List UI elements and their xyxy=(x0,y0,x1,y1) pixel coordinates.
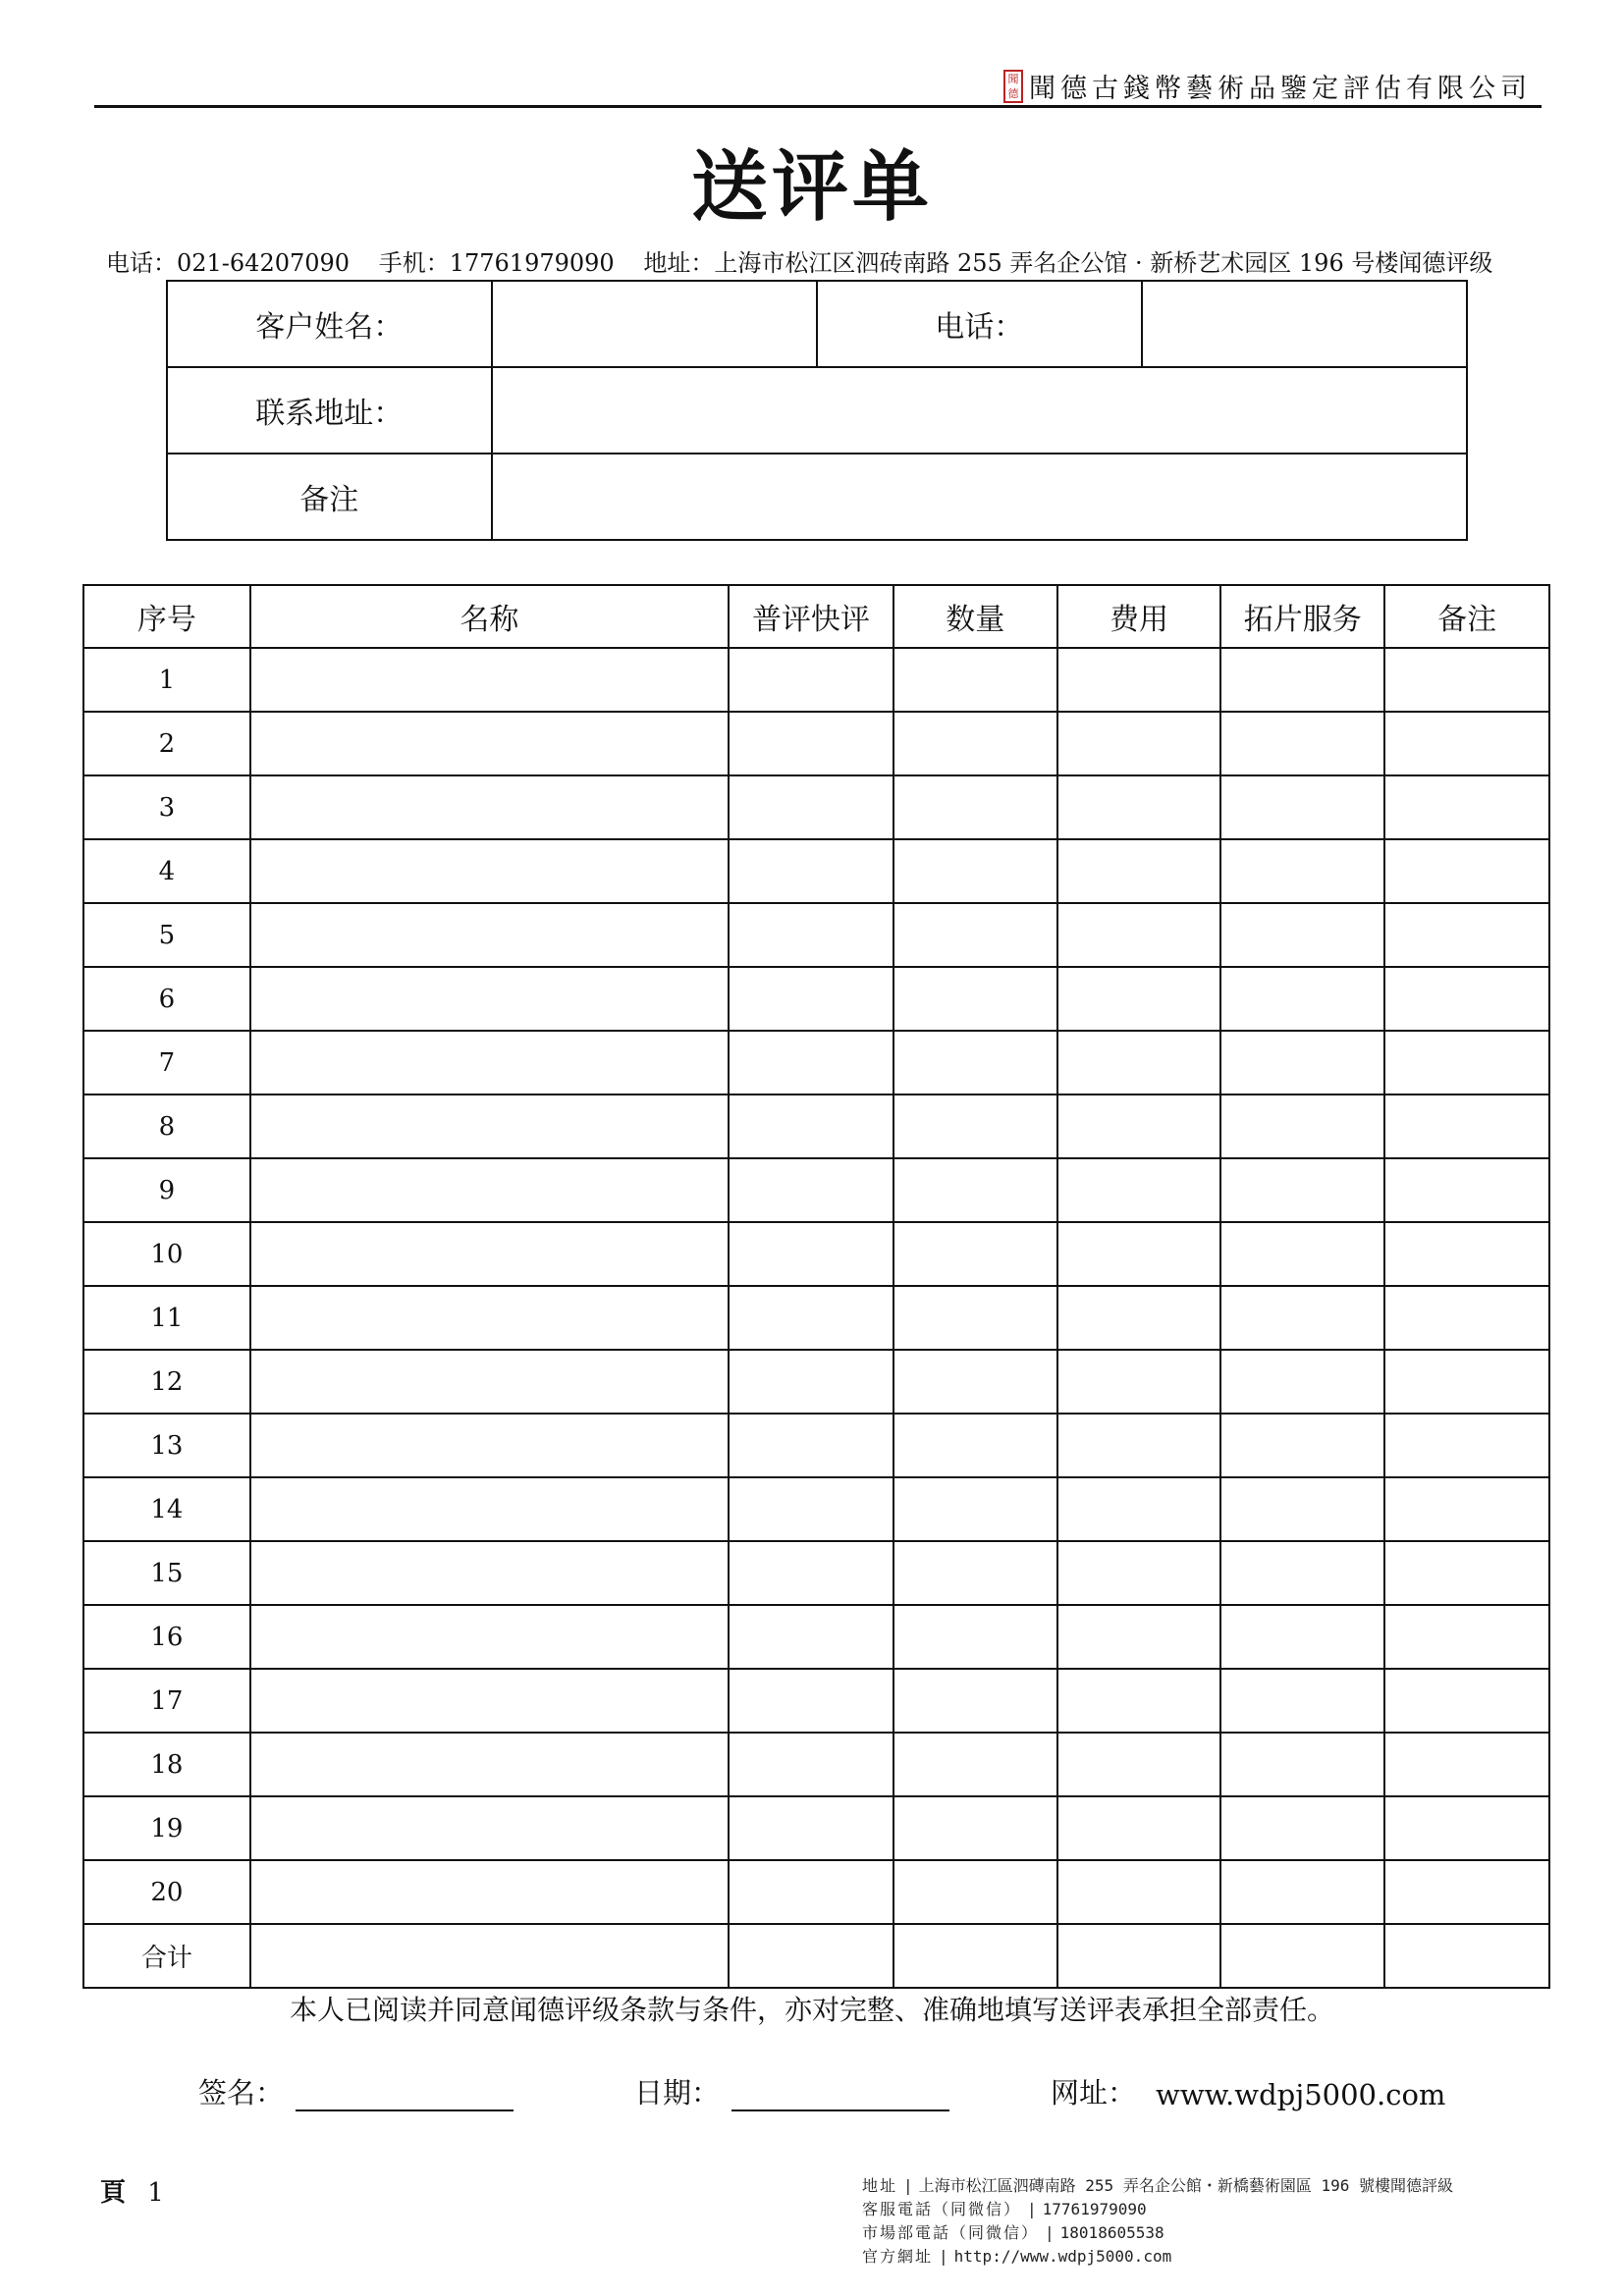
item-quantity-cell[interactable] xyxy=(893,1222,1057,1286)
item-name-cell[interactable] xyxy=(250,1796,729,1860)
signature-field[interactable] xyxy=(296,2080,514,2111)
item-fee-cell[interactable] xyxy=(1057,1733,1221,1796)
company-seal-icon: 聞 德 xyxy=(1003,70,1023,103)
website-label: 网址： xyxy=(1051,2076,1137,2109)
total-cell[interactable] xyxy=(1220,1924,1384,1988)
item-fee-cell[interactable] xyxy=(1057,1286,1221,1350)
item-quantity-cell[interactable] xyxy=(893,1733,1057,1796)
item-name-cell[interactable] xyxy=(250,1477,729,1541)
item-remarks-cell[interactable] xyxy=(1384,1669,1549,1733)
item-rubbing-cell[interactable] xyxy=(1220,1669,1384,1733)
item-name-cell[interactable] xyxy=(250,1222,729,1286)
item-remarks-cell[interactable] xyxy=(1384,775,1549,839)
item-rubbing-cell[interactable] xyxy=(1220,1605,1384,1669)
item-fee-cell[interactable] xyxy=(1057,839,1221,903)
item-grading-type-cell[interactable] xyxy=(729,775,893,839)
item-grading-type-cell[interactable] xyxy=(729,648,893,712)
total-cell[interactable] xyxy=(250,1924,729,1988)
item-quantity-cell[interactable] xyxy=(893,1541,1057,1605)
item-index: 12 xyxy=(83,1350,250,1414)
item-remarks-cell[interactable] xyxy=(1384,1733,1549,1796)
signature-label: 签名： xyxy=(198,2076,285,2109)
item-grading-type-cell[interactable] xyxy=(729,1477,893,1541)
item-row xyxy=(83,648,1549,712)
customer-phone-field[interactable] xyxy=(1142,281,1467,367)
page-number-value: 1 xyxy=(147,2178,164,2208)
item-remarks-cell[interactable] xyxy=(1384,712,1549,775)
item-fee-cell[interactable] xyxy=(1057,648,1221,712)
item-grading-type-cell[interactable] xyxy=(729,903,893,967)
item-name-cell[interactable] xyxy=(250,775,729,839)
item-grading-type-cell[interactable] xyxy=(729,1350,893,1414)
item-index: 10 xyxy=(83,1222,250,1286)
customer-note-label: 备注 xyxy=(167,454,492,540)
item-remarks-cell[interactable] xyxy=(1384,1414,1549,1477)
item-rubbing-cell[interactable] xyxy=(1220,967,1384,1031)
date-group xyxy=(634,2071,949,2111)
total-cell[interactable] xyxy=(1384,1924,1549,1988)
item-remarks-cell[interactable] xyxy=(1384,1350,1549,1414)
contact-phone: 电话：021-64207090 xyxy=(106,249,351,277)
company-name: 聞德古錢幣藝術品鑒定評估有限公司 xyxy=(1029,74,1532,104)
item-row xyxy=(83,1158,1549,1222)
date-field[interactable] xyxy=(731,2080,949,2111)
item-rubbing-cell[interactable] xyxy=(1220,1860,1384,1924)
item-row xyxy=(83,1669,1549,1733)
item-quantity-cell[interactable] xyxy=(893,648,1057,712)
item-rubbing-cell[interactable] xyxy=(1220,1158,1384,1222)
item-fee-cell[interactable] xyxy=(1057,1860,1221,1924)
item-index: 3 xyxy=(83,775,250,839)
item-rubbing-cell[interactable] xyxy=(1220,1541,1384,1605)
footer-website: 官方網址 | http://www.wdpj5000.com xyxy=(862,2247,1172,2266)
item-fee-cell[interactable] xyxy=(1057,712,1221,775)
item-name-cell[interactable] xyxy=(250,903,729,967)
item-name-cell[interactable] xyxy=(250,712,729,775)
item-index: 5 xyxy=(83,903,250,967)
item-fee-cell[interactable] xyxy=(1057,1350,1221,1414)
item-row xyxy=(83,1286,1549,1350)
item-rubbing-cell[interactable] xyxy=(1220,1350,1384,1414)
item-quantity-cell[interactable] xyxy=(893,1477,1057,1541)
date-label: 日期： xyxy=(634,2076,721,2109)
page-title: 送评单 xyxy=(690,142,933,232)
item-grading-type-cell[interactable] xyxy=(729,1286,893,1350)
item-index: 13 xyxy=(83,1414,250,1477)
item-name-cell[interactable] xyxy=(250,1733,729,1796)
item-fee-cell[interactable] xyxy=(1057,1095,1221,1158)
contact-mobile: 手机：17761979090 xyxy=(378,249,615,277)
item-fee-cell[interactable] xyxy=(1057,1414,1221,1477)
item-remarks-cell[interactable] xyxy=(1384,1477,1549,1541)
item-row xyxy=(83,1733,1549,1796)
item-grading-type-cell[interactable] xyxy=(729,1669,893,1733)
total-row xyxy=(83,1924,1549,1988)
item-grading-type-cell[interactable] xyxy=(729,1605,893,1669)
customer-address-field[interactable] xyxy=(492,367,1467,454)
item-index: 19 xyxy=(83,1796,250,1860)
items-header-row xyxy=(83,585,1549,648)
item-rubbing-cell[interactable] xyxy=(1220,1414,1384,1477)
item-quantity-cell[interactable] xyxy=(893,1414,1057,1477)
item-row xyxy=(83,1860,1549,1924)
item-remarks-cell[interactable] xyxy=(1384,1286,1549,1350)
item-row xyxy=(83,1796,1549,1860)
item-name-cell[interactable] xyxy=(250,648,729,712)
item-grading-type-cell[interactable] xyxy=(729,1414,893,1477)
page-number xyxy=(100,2172,164,2209)
item-rubbing-cell[interactable] xyxy=(1220,1733,1384,1796)
item-remarks-cell[interactable] xyxy=(1384,1796,1549,1860)
item-quantity-cell[interactable] xyxy=(893,1669,1057,1733)
item-quantity-cell[interactable] xyxy=(893,712,1057,775)
item-quantity-cell[interactable] xyxy=(893,1350,1057,1414)
item-quantity-cell[interactable] xyxy=(893,1286,1057,1350)
item-remarks-cell[interactable] xyxy=(1384,1158,1549,1222)
item-fee-cell[interactable] xyxy=(1057,1222,1221,1286)
item-remarks-cell[interactable] xyxy=(1384,967,1549,1031)
item-rubbing-cell[interactable] xyxy=(1220,1286,1384,1350)
item-quantity-cell[interactable] xyxy=(893,903,1057,967)
customer-phone-label: 电话： xyxy=(817,281,1142,367)
total-cell[interactable] xyxy=(729,1924,893,1988)
item-fee-cell[interactable] xyxy=(1057,1605,1221,1669)
item-index: 6 xyxy=(83,967,250,1031)
col-header-name: 名称 xyxy=(250,585,729,648)
header-divider xyxy=(94,105,1542,108)
item-fee-cell[interactable] xyxy=(1057,775,1221,839)
items-table xyxy=(82,584,1550,1989)
item-quantity-cell[interactable] xyxy=(893,1031,1057,1095)
item-rubbing-cell[interactable] xyxy=(1220,648,1384,712)
item-index: 9 xyxy=(83,1158,250,1222)
item-name-cell[interactable] xyxy=(250,1095,729,1158)
item-name-cell[interactable] xyxy=(250,967,729,1031)
item-rubbing-cell[interactable] xyxy=(1220,1095,1384,1158)
item-remarks-cell[interactable] xyxy=(1384,1031,1549,1095)
item-remarks-cell[interactable] xyxy=(1384,1095,1549,1158)
item-quantity-cell[interactable] xyxy=(893,775,1057,839)
footer-address: 地址 | 上海市松江區泗磚南路 255 弄名企公館・新橋藝術園區 196 號樓聞德評級 xyxy=(862,2176,1453,2195)
item-row xyxy=(83,1477,1549,1541)
item-index: 1 xyxy=(83,648,250,712)
item-row xyxy=(83,1350,1549,1414)
item-remarks-cell[interactable] xyxy=(1384,1222,1549,1286)
item-index: 15 xyxy=(83,1541,250,1605)
item-row xyxy=(83,1095,1549,1158)
total-cell[interactable] xyxy=(1057,1924,1221,1988)
item-remarks-cell[interactable] xyxy=(1384,648,1549,712)
item-fee-cell[interactable] xyxy=(1057,903,1221,967)
signature-row xyxy=(198,2071,1455,2110)
contact-line xyxy=(106,243,1514,278)
item-row xyxy=(83,1605,1549,1669)
item-row xyxy=(83,1414,1549,1477)
item-quantity-cell[interactable] xyxy=(893,967,1057,1031)
contact-address: 地址：上海市松江区泗砖南路 255 弄名企公馆 · 新桥艺术园区 196 号楼闻德评级 xyxy=(643,249,1493,277)
item-fee-cell[interactable] xyxy=(1057,1541,1221,1605)
item-grading-type-cell[interactable] xyxy=(729,1733,893,1796)
item-row xyxy=(83,1222,1549,1286)
item-index: 16 xyxy=(83,1605,250,1669)
item-rubbing-cell[interactable] xyxy=(1220,903,1384,967)
col-header-rubbing-service: 拓片服务 xyxy=(1220,585,1384,648)
item-grading-type-cell[interactable] xyxy=(729,1541,893,1605)
item-index: 8 xyxy=(83,1095,250,1158)
item-fee-cell[interactable] xyxy=(1057,1158,1221,1222)
item-quantity-cell[interactable] xyxy=(893,839,1057,903)
item-row xyxy=(83,839,1549,903)
customer-address-label: 联系地址： xyxy=(167,367,492,454)
footer-market-phone: 市場部電話（同微信） | 18018605538 xyxy=(862,2223,1164,2242)
item-row xyxy=(83,775,1549,839)
item-index: 11 xyxy=(83,1286,250,1350)
item-name-cell[interactable] xyxy=(250,1414,729,1477)
item-name-cell[interactable] xyxy=(250,839,729,903)
item-remarks-cell[interactable] xyxy=(1384,1605,1549,1669)
item-index: 14 xyxy=(83,1477,250,1541)
item-grading-type-cell[interactable] xyxy=(729,1031,893,1095)
item-fee-cell[interactable] xyxy=(1057,1796,1221,1860)
item-rubbing-cell[interactable] xyxy=(1220,1477,1384,1541)
footer-service-phone: 客服電話（同微信） | 17761979090 xyxy=(862,2200,1147,2218)
item-index: 7 xyxy=(83,1031,250,1095)
item-index: 2 xyxy=(83,712,250,775)
customer-name-label: 客户姓名： xyxy=(167,281,492,367)
item-index: 4 xyxy=(83,839,250,903)
item-rubbing-cell[interactable] xyxy=(1220,1031,1384,1095)
item-row xyxy=(83,967,1549,1031)
item-quantity-cell[interactable] xyxy=(893,1796,1057,1860)
total-cell[interactable] xyxy=(893,1924,1057,1988)
item-name-cell[interactable] xyxy=(250,1605,729,1669)
website-group xyxy=(1051,2071,1445,2111)
customer-info-table xyxy=(166,280,1468,541)
col-header-remarks: 备注 xyxy=(1384,585,1549,648)
item-name-cell[interactable] xyxy=(250,1541,729,1605)
website-value: www.wdpj5000.com xyxy=(1156,2078,1446,2111)
total-label: 合计 xyxy=(83,1924,250,1988)
item-index: 17 xyxy=(83,1669,250,1733)
customer-note-field[interactable] xyxy=(492,454,1467,540)
col-header-grading-type: 普评快评 xyxy=(729,585,893,648)
item-rubbing-cell[interactable] xyxy=(1220,839,1384,903)
item-rubbing-cell[interactable] xyxy=(1220,1222,1384,1286)
item-rubbing-cell[interactable] xyxy=(1220,1796,1384,1860)
item-grading-type-cell[interactable] xyxy=(729,1796,893,1860)
item-name-cell[interactable] xyxy=(250,1860,729,1924)
footer-info xyxy=(862,2174,1453,2269)
item-grading-type-cell[interactable] xyxy=(729,1860,893,1924)
item-name-cell[interactable] xyxy=(250,1350,729,1414)
col-header-index: 序号 xyxy=(83,585,250,648)
item-name-cell[interactable] xyxy=(250,1031,729,1095)
company-header xyxy=(1003,67,1532,105)
item-quantity-cell[interactable] xyxy=(893,1860,1057,1924)
item-grading-type-cell[interactable] xyxy=(729,839,893,903)
item-remarks-cell[interactable] xyxy=(1384,903,1549,967)
page-label: 頁 xyxy=(100,2178,127,2208)
item-grading-type-cell[interactable] xyxy=(729,967,893,1031)
item-row xyxy=(83,1031,1549,1095)
item-row xyxy=(83,712,1549,775)
item-name-cell[interactable] xyxy=(250,1158,729,1222)
item-row xyxy=(83,903,1549,967)
customer-name-field[interactable] xyxy=(492,281,817,367)
item-remarks-cell[interactable] xyxy=(1384,839,1549,903)
item-grading-type-cell[interactable] xyxy=(729,1222,893,1286)
item-fee-cell[interactable] xyxy=(1057,967,1221,1031)
declaration-text: 本人已阅读并同意闻德评级条款与条件，亦对完整、准确地填写送评表承担全部责任。 xyxy=(289,1994,1334,2026)
item-fee-cell[interactable] xyxy=(1057,1477,1221,1541)
item-quantity-cell[interactable] xyxy=(893,1095,1057,1158)
col-header-fee: 费用 xyxy=(1057,585,1221,648)
item-rubbing-cell[interactable] xyxy=(1220,712,1384,775)
item-grading-type-cell[interactable] xyxy=(729,1095,893,1158)
item-row xyxy=(83,1541,1549,1605)
item-name-cell[interactable] xyxy=(250,1669,729,1733)
col-header-quantity: 数量 xyxy=(893,585,1057,648)
signature-group xyxy=(198,2071,514,2111)
item-name-cell[interactable] xyxy=(250,1286,729,1350)
item-quantity-cell[interactable] xyxy=(893,1605,1057,1669)
item-index: 20 xyxy=(83,1860,250,1924)
item-remarks-cell[interactable] xyxy=(1384,1860,1549,1924)
item-grading-type-cell[interactable] xyxy=(729,1158,893,1222)
item-remarks-cell[interactable] xyxy=(1384,1541,1549,1605)
item-rubbing-cell[interactable] xyxy=(1220,775,1384,839)
item-fee-cell[interactable] xyxy=(1057,1031,1221,1095)
item-grading-type-cell[interactable] xyxy=(729,712,893,775)
item-index: 18 xyxy=(83,1733,250,1796)
item-fee-cell[interactable] xyxy=(1057,1669,1221,1733)
item-quantity-cell[interactable] xyxy=(893,1158,1057,1222)
